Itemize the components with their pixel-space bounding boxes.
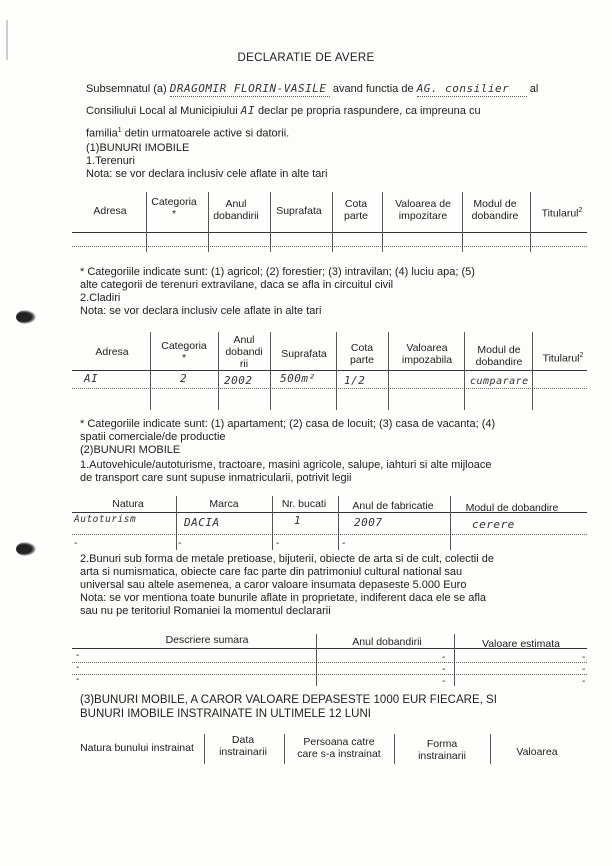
bunuri-heading-c: universal sau altele asemenea, a caror valoare insumata depaseste 5.000 Euro [80,579,467,591]
instrainate-header-data: Data instrainarii [219,734,267,758]
bunuri-cell: - [442,676,446,687]
terenuri-table [72,190,592,260]
auto-col-rule [176,496,177,550]
terenuri-header-categoria: Categoria * [151,196,197,220]
auto-col-rule [338,496,339,550]
instrainate-header-forma: Forma instrainarii [418,738,466,762]
terenuri-header-valoarea: Valoarea de impozitare [395,198,451,222]
cladiri-cell-anul: 2002 [224,374,253,387]
cladiri-col-rule [388,332,389,410]
intro-detin: detin urmatoarele active si datorii. [124,127,290,140]
auto-col-rule [450,496,451,550]
terenuri-col-rule [462,192,463,252]
function-field [417,82,527,97]
cladiri-heading: 2.Cladiri [80,292,121,304]
bunuri-table [72,632,592,688]
cladiri-cell-adresa: AI [84,372,99,385]
bunuri-note-a: Nota: se vor mentiona toate bunurile aflate in proprietate, indiferent daca ele se afla [80,592,487,604]
instrainate-col-rule [204,734,205,764]
cladiri-col-rule [532,332,533,410]
declarant-name: DRAGOMIR FLORIN-VASILE [169,82,327,95]
instrainate-header-persoana: Persoana catre care s-a instrainat [297,736,381,760]
auto-cell-nr: 1 [294,514,302,527]
instrainate-col-rule [284,734,285,764]
intro-line-3 [86,124,590,141]
auto-cell-anul: 2007 [354,516,383,529]
bunuri-heading-a: 2.Bunuri sub forma de metale pretioase, bijuterii, obiecte de arta si de cult, colectii de [80,553,494,565]
terenuri-titular-label: Titularul [541,207,579,220]
cladiri-table [72,330,592,412]
cladiri-header-cota: Cota parte [350,342,374,366]
intro-line-2 [86,104,590,118]
cladiri-cell-suprafata: 500m² [280,372,316,385]
section1-heading: (1)BUNURI IMOBILE [86,142,190,154]
terenuri-header-titularul [532,205,592,220]
auto-header-rule [72,512,587,513]
cladiri-header-modul: Modul de dobandire [475,344,523,368]
punch-hole-lower [16,542,36,556]
bunuri-cell: - [76,650,80,661]
cladiri-col-rule [336,332,337,410]
instrainate-table [72,734,592,774]
bunuri-cell: - [582,652,586,663]
terenuri-col-rule [382,192,383,252]
cladiri-header-adresa: Adresa [95,346,129,358]
intro-function-label: avand functia de [332,83,414,95]
intro-al: al [529,83,539,95]
auto-cell-empty: - [276,538,280,549]
terenuri-header-cota: Cota parte [344,198,368,222]
section3-heading-a: (3)BUNURI MOBILE, A CAROR VALOARE DEPASESTE 1000 EUR FIECARE, SI [80,694,497,706]
bunuri-col-rule [454,634,455,686]
auto-cell-marca: DACIA [184,516,220,529]
bunuri-cell: - [442,652,446,663]
auto-cell-modul: cerere [472,518,515,531]
bunuri-cell: - [442,664,446,675]
cladiri-col-rule [464,332,465,410]
cladiri-cell-modul: cumparare [470,376,529,387]
cladiri-note: Nota: se vor declara inclusiv cele aflate in alte tari [80,305,322,317]
auto-cell-empty: - [74,538,78,549]
terenuri-col-rule [332,192,333,252]
cladiri-col-rule [150,332,151,410]
footnote-ref-2a: 2 [578,207,583,214]
bunuri-header-anul: Anul dobandirii [352,636,422,648]
footnote-ref-2b: 2 [579,352,584,359]
terenuri-col-rule [530,192,531,252]
bunuri-row-rule [72,662,587,663]
municipality-name: AI [240,104,255,117]
instrainate-col-rule [394,734,395,764]
terenuri-header-rule [72,232,587,233]
intro-subsemnatul: Subsemnatul (a) [86,83,167,95]
terenuri-footnote-b: alte categorii de terenuri extravilane, daca se afla in circuitul civil [80,279,394,291]
cladiri-header-suprafata: Suprafata [281,348,327,360]
auto-heading-a: 1.Autovehicule/autoturisme, tractoare, masini agricole, salupe, iahturi si alte mijloace [80,459,492,471]
auto-header-anul: Anul de fabricatie [352,500,434,512]
declarant-function: AG. consilier [416,82,510,95]
cladiri-col-rule [218,332,219,410]
auto-row-rule [72,534,587,535]
document-title: DECLARATIE DE AVERE [237,52,375,64]
footnote-ref-1: 1 [117,127,122,134]
bunuri-cell: - [76,662,80,673]
bunuri-note-b: sau nu pe teritoriul Romaniei la momentul declararii [80,605,331,617]
cladiri-col-rule [270,332,271,410]
terenuri-header-modul: Modul de dobandire [471,198,519,222]
instrainate-header-natura: Natura bunului instrainat [80,742,194,754]
bunuri-col-rule [316,634,317,686]
cladiri-footnote-b: spatii comerciale/de productie [80,431,226,443]
cladiri-titular-label: Titularul [542,352,580,365]
terenuri-note: Nota: se vor declara inclusiv cele aflate in alte tari [86,168,328,180]
terenuri-footnote-a: * Categoriile indicate sunt: (1) agricol; (2) forestier; (3) intravilan; (4) luciu apa; (5) [80,266,475,278]
punch-hole-upper [16,310,36,324]
auto-header-natura: Natura [112,498,144,510]
terenuri-header-suprafata: Suprafata [276,205,322,217]
auto-heading-b: de transport care sunt supuse inmatricularii, potrivit legii [80,472,352,484]
intro-consiliul: Consiliului Local al Municipiului [86,105,238,117]
cladiri-header-valoarea: Valoarea impozabila [401,342,453,366]
intro-familia: familia [86,127,118,140]
terenuri-header-anul: Anul dobandirii [213,198,259,222]
terenuri-heading: 1.Terenuri [86,155,135,167]
auto-cell-empty: - [178,538,182,549]
terenuri-row-rule [72,246,587,247]
auto-header-modul: Modul de dobandire [465,502,559,514]
bunuri-cell: - [582,664,586,675]
auto-col-rule [272,496,273,550]
intro-declar: declar pe propria raspundere, ca impreuna cu [258,105,481,117]
bunuri-header-rule [72,648,587,649]
bunuri-cell: - [582,676,586,687]
bunuri-heading-b: arta si numismatica, obiecte care fac parte din patrimoniul cultural national sau [80,566,463,578]
cladiri-cell-cota: 1/2 [344,374,366,387]
name-field [170,82,330,97]
cladiri-header-titularul [534,350,592,365]
section3-heading-b: BUNURI IMOBILE INSTRAINATE IN ULTIMELE 12 LUNI [80,708,371,720]
terenuri-col-rule [270,192,271,252]
intro-line-1 [86,82,590,97]
section2-heading: (2)BUNURI MOBILE [80,444,181,456]
auto-cell-natura: Autoturism [74,514,137,525]
auto-table [72,494,592,554]
cladiri-header-categoria: Categoria * [161,340,207,364]
terenuri-header-adresa: Adresa [93,205,127,217]
bunuri-row-rule [72,674,587,675]
terenuri-col-rule [208,192,209,252]
auto-cell-empty: - [342,538,346,549]
auto-header-marca: Marca [209,498,239,510]
bunuri-header-descriere: Descriere sumara [165,634,249,646]
cladiri-cell-categoria: 2 [180,372,188,385]
terenuri-col-rule [146,192,147,252]
bunuri-cell: - [76,674,80,685]
cladiri-header-anul: Anul dobandi rii [225,334,263,370]
cladiri-footnote-a: * Categoriile indicate sunt: (1) apartament; (2) casa de locuit; (3) casa de vacanta; (4) [80,418,496,430]
auto-header-nr: Nr. bucati [281,498,327,510]
instrainate-col-rule [490,734,491,764]
instrainate-header-valoarea: Valoarea [516,746,558,758]
bunuri-header-valoare: Valoare estimata [481,638,560,650]
